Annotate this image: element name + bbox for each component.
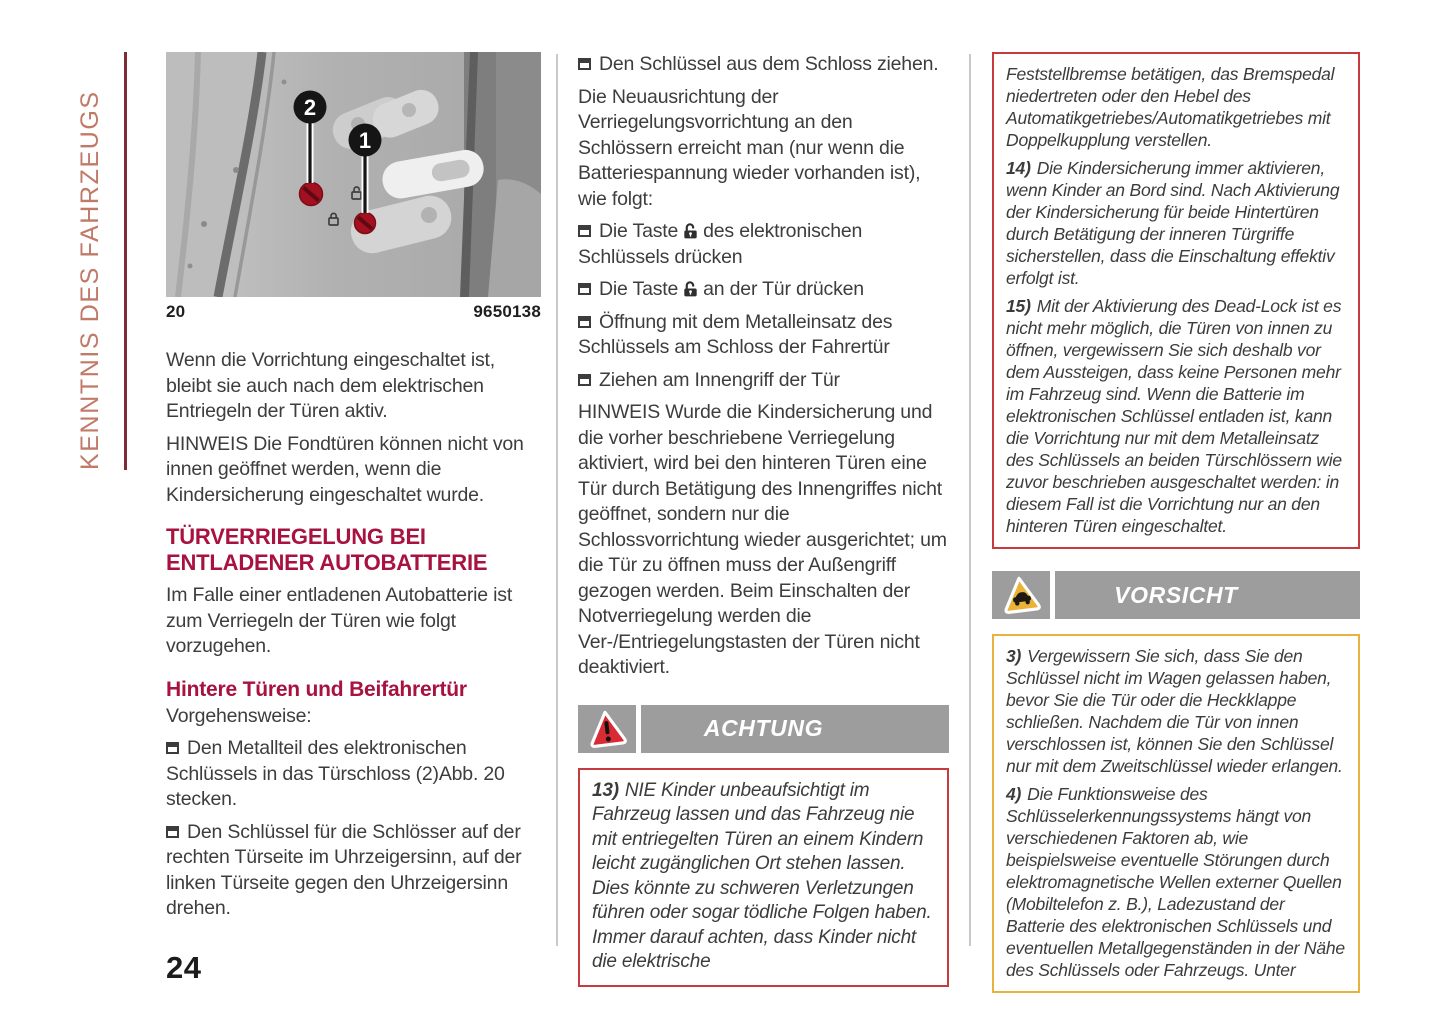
procedure-step: Die Taste an der Tür drücken [578,277,949,303]
section-heading: TÜRVERRIEGELUNG BEI ENTLADENER AUTOBATTERIE [166,524,488,575]
caution-title: VORSICHT [1114,581,1238,608]
column-divider [556,54,558,946]
page-number: 24 [166,950,202,985]
unlock-icon [683,281,698,297]
column-3 [992,48,1360,993]
figure-caption [166,302,541,322]
procedure-step: Den Schlüssel für die Schlösser auf der rechten Türseite im Uhrzeigersinn, auf der linken Türseite gegen den Uhrzeigersinn drehen. [166,820,522,919]
bullet-square-icon [578,58,591,70]
attention-header-bar [578,705,949,753]
attention-item: 15) Mit der Aktivierung des Dead-Lock ist es nicht mehr möglich, die Türen von innen zu öffnen, vergewissern Sie sich deshalb vor dem Aussteigen, dass keine Personen mehr im Fahrzeug sind. Wenn die Batterie im elektronischen Schlüssel entladen ist, kann die Vorrichtung nur mit dem Metalleinsatz des Schlüssels an beiden Türschlössern wie zuvor beschrieben ausgeschaltet werden: in diesem Fall ist die Vorrichtung nur an den hinteren Türen eingeschaltet. [1006,296,1342,536]
chapter-title-vertical: KENNTNIS DES FAHRZEUGS [76,90,104,470]
column-2 [578,48,949,987]
procedure-step: Den Metallteil des elektronischen Schlüssels in das Türschloss (2)Abb. 20 stecken. [166,737,505,810]
paragraph: Wenn die Vorrichtung eingeschaltet ist, bleibt sie auch nach dem elektrischen Entriegeln der Türen aktiv. [166,349,495,422]
figure-code: 9650138 [473,302,541,321]
plate-screw [402,103,416,117]
bullet-square-icon [166,826,179,838]
attention-item: 13) NIE Kinder unbeaufsichtigt im Fahrzeug lassen und das Fahrzeug nie mit entriegelten Türen an einem Kindern leicht zugänglichen Ort stehen lassen. Dies könnte zu schweren Verletzungen führen oder sogar tödliche Folgen haben. Immer darauf achten, dass Kinder nicht die elektrische [592,779,932,972]
bullet-square-icon [166,742,179,754]
lock-button-1 [355,213,376,234]
attention-box-continued [992,52,1360,549]
screw-dot [282,80,287,85]
paragraph-hinweis: HINWEIS Die Fondtüren können nicht von innen geöffnet werden, wenn die Kindersicherung eingeschaltet wurde. [166,432,524,506]
bullet-square-icon [578,374,591,386]
plate-screw [421,207,437,223]
column-1 [166,48,541,922]
procedure-step: Die Taste des elektronischen Schlüssels drücken [578,220,863,268]
caution-item: 3) Vergewissern Sie sich, dass Sie den Schlüssel nicht im Wagen gelassen haben, bevor Sie die Tür oder die Heckklappe schließen. Nachdem die Tür von innen verschlossen ist, können Sie den Schlüssel nur mit dem Zweitschlüssel wieder erlangen. [1006,646,1343,776]
paragraph: Vorgehensweise: [166,704,312,727]
paragraph-hinweis: HINWEIS Wurde die Kindersicherung und die vorher beschriebene Verriegelung aktiviert, wird bei den hinteren Türen eine Tür durch Betätigung des Innengriffes nicht geöffnet, sondern nur die Schlossvorrichtung wieder ausgerichtet; um die Tür zu öffnen muss der Außengriff gezogen werden. Beim Einschalten der Notverriegelung werden die Ver-/Entriegelungstasten der Türen nicht deaktiviert. [578,401,947,678]
caution-header-bar [992,571,1360,619]
procedure-step: Den Schlüssel aus dem Schloss ziehen. [578,52,949,78]
figure-number: 20 [166,302,186,321]
lock-button-2 [300,183,323,206]
subsection-heading: Hintere Türen und Beifahrertür [166,677,467,701]
paragraph: Im Falle einer entladenen Autobatterie ist zum Verriegeln der Türen wie folgt vorzugehen. [166,584,513,657]
caution-box [992,634,1360,993]
door-lock-figure-image [166,52,541,297]
screw-dot [188,264,193,269]
bullet-square-icon [578,225,591,237]
attention-title: ACHTUNG [703,715,824,741]
attention-item: 14) Die Kindersicherung immer aktivieren, wenn Kinder an Bord sind. Nach Aktivierung der Kindersicherung für beide Hintertüren durch Betätigung der inneren Türgriffe sicherstellen, dass die Einschaltung effektiv erfolgt ist. [1006,158,1340,288]
callout-1-label: 1 [358,128,372,153]
sidebar-rule [124,52,127,470]
unlock-icon [683,223,698,239]
paragraph: Die Neuausrichtung der Verriegelungsvorrichtung an den Schlössern erreicht man (nur wenn die Batteriespannung wieder vorhanden ist), wie folgt: [578,85,921,210]
attention-box [578,768,949,987]
screw-dot [233,167,239,173]
door-lock-figure [166,52,541,297]
procedure-step: Öffnung mit dem Metalleinsatz des Schlüssels am Schloss der Fahrertür [578,310,893,358]
procedure-step: Ziehen am Innengriff der Tür [578,368,949,394]
bullet-square-icon [578,316,591,328]
caution-item: 4) Die Funktionsweise des Schlüsselerkennungssystems hängt von verschiedenen Faktoren ab, wie beispielsweise eventuelle Störungen durch elektromagnetische Wellen externer Quellen (Mobiltelefon z. B.), Ladezustand der Batterie des elektronischen Schlüssels und eventuellen Metallgegenständen in der Nähe des Schlüssels oder Fahrzeugs. Unter [1006,784,1345,980]
callout-2-label: 2 [303,95,317,120]
attention-item: Feststellbremse betätigen, das Bremspedal niedertreten oder den Hebel des Automatikgetriebes/Automatikgetriebes mit Doppelkupplung verstellen. [1006,64,1335,150]
column-divider [969,54,971,946]
bullet-square-icon [578,283,591,295]
screw-dot [201,221,207,227]
